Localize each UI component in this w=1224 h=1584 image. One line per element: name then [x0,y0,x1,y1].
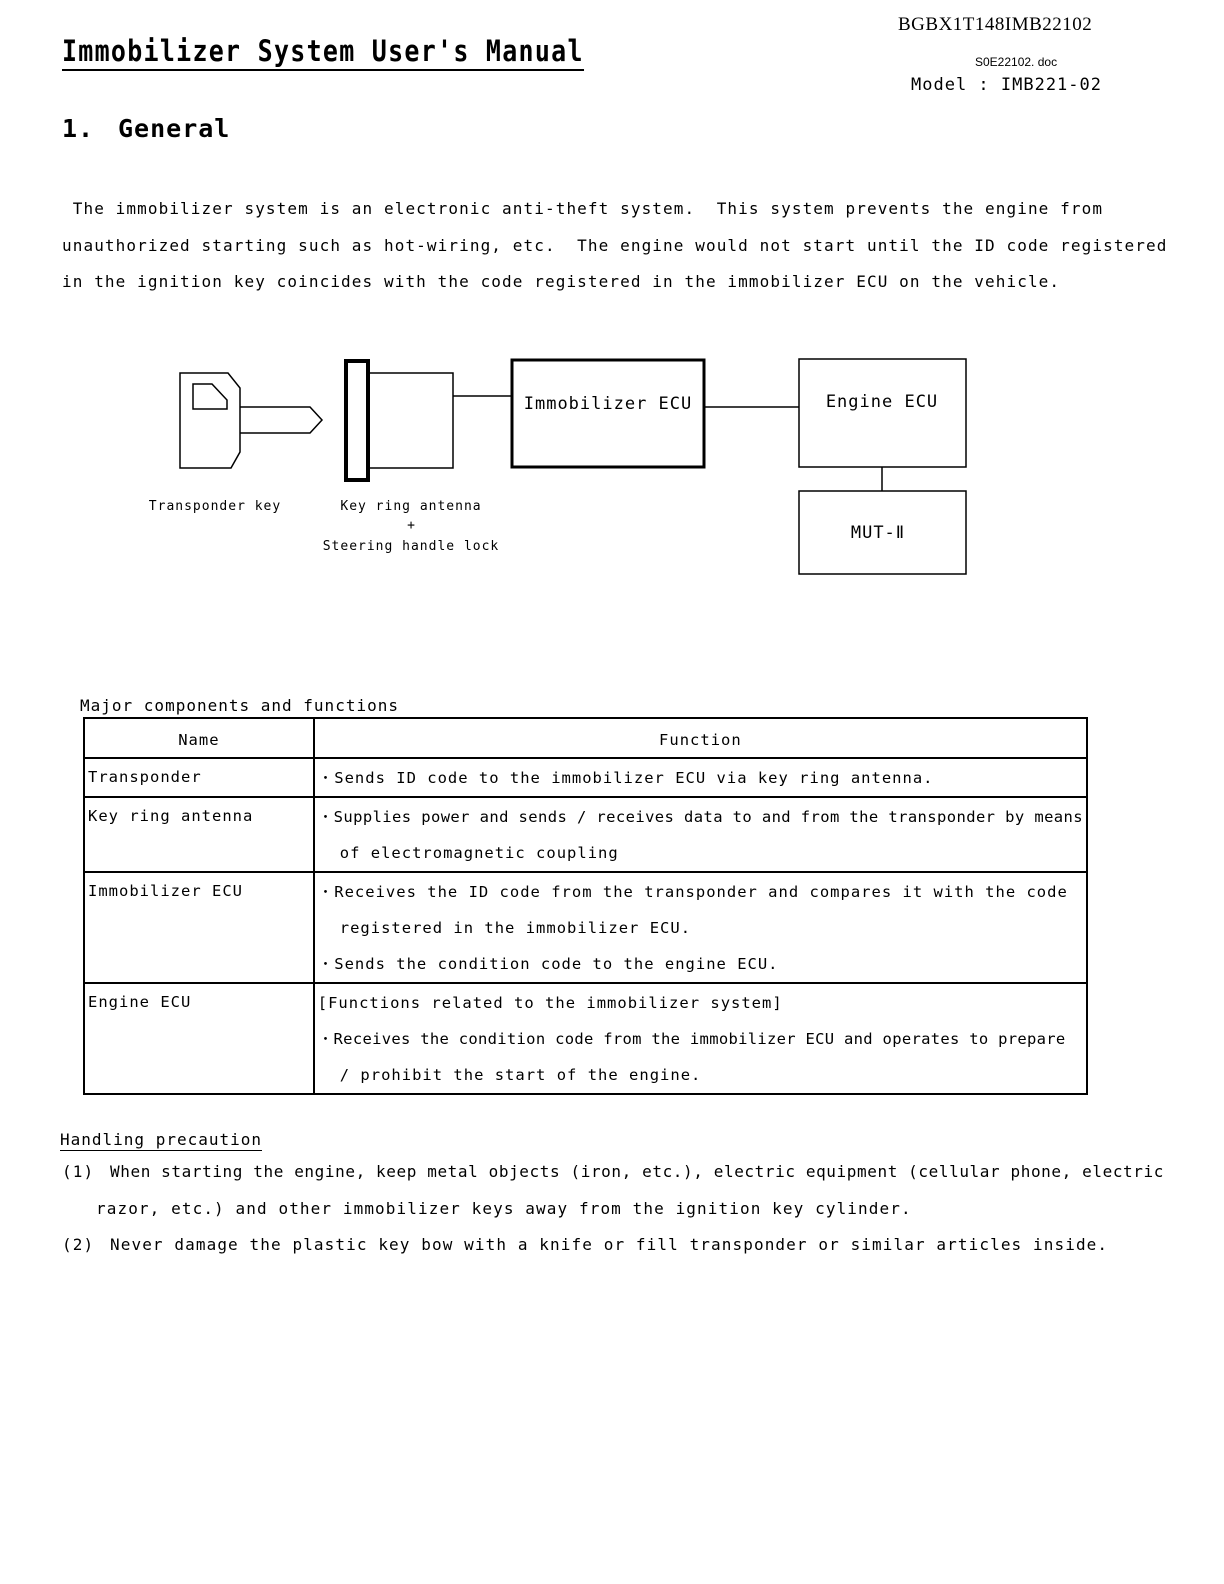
immobilizer-ecu-label: Immobilizer ECU [523,394,693,414]
transponder-key-icon [180,373,322,468]
row-name: Transponder [84,758,314,797]
intro-line-1: The immobilizer system is an electronic anti-theft system. This system prevents the engine from [62,199,1104,218]
handling-precaution-title: Handling precaution [60,1130,263,1149]
function-line: / prohibit the start of the engine. [339,1066,702,1084]
row-name: Immobilizer ECU [84,872,314,983]
function-line: ・Receives the condition code from the immobilizer ECU and operates to prepare [317,1030,1066,1048]
row-function [314,797,1087,872]
antenna-label: Key ring antenna [340,499,482,514]
engine-ecu-box [799,359,966,467]
intro-line-3: in the ignition key coincides with the code registered in the immobilizer ECU on the vehicle. [62,272,1061,291]
section-title: General [118,114,231,143]
table-header-row [84,718,1087,758]
page-title: Immobilizer System User's Manual [62,34,584,71]
function-line: registered in the immobilizer ECU. [339,919,692,937]
table-row [84,758,1087,797]
document-code: BGBX1T148IMB22102 [898,14,1093,35]
system-diagram [0,0,1224,600]
engine-ecu-label: Engine ECU [825,392,939,412]
table-row [84,797,1087,872]
function-line: ・Supplies power and sends / receives data to and from the transponder by means [317,808,1083,826]
row-function [314,758,1087,797]
precaution-text: When starting the engine, keep metal objects (iron, etc.), electric equipment (cellular phone, electric [110,1162,1164,1181]
function-line: ・Receives the ID code from the transponder and compares it with the code [317,883,1068,901]
antenna-plus-label: + [407,518,415,533]
precaution-number: (2) [62,1235,95,1254]
function-line: ・Sends the condition code to the engine ECU. [317,955,779,973]
precaution-text: Never damage the plastic key bow with a knife or fill transponder or similar articles inside. [110,1235,1109,1254]
model-number: Model : IMB221-02 [911,75,1102,95]
function-line: ・Sends ID code to the immobilizer ECU via key ring antenna. [317,769,934,787]
row-function [314,872,1087,983]
table-row [84,872,1087,983]
header-function: Function [314,718,1087,758]
precaution-item-1 [62,1162,1164,1181]
precaution-item-1-continued [96,1199,912,1218]
precaution-text: razor, etc.) and other immobilizer keys away from the ignition key cylinder. [96,1199,912,1218]
header-name: Name [84,718,314,758]
components-table [83,717,1088,1095]
function-line: [Functions related to the immobilizer system] [317,994,783,1012]
file-name: S0E22102. doc [975,55,1058,69]
row-name: Engine ECU [84,983,314,1094]
transponder-key-label: Transponder key [148,499,282,514]
table-caption: Major components and functions [80,696,399,715]
table-row [84,983,1087,1094]
function-line: of electromagnetic coupling [339,844,619,862]
precaution-item-2 [62,1235,1108,1254]
mut-label: MUT-Ⅱ [850,523,906,543]
precaution-number: (1) [62,1162,95,1181]
steering-lock-label: Steering handle lock [322,539,500,554]
key-ring-antenna-icon [346,361,453,480]
row-name: Key ring antenna [84,797,314,872]
intro-line-2: unauthorized starting such as hot-wiring, etc. The engine would not start until the ID code registered [62,235,1168,255]
section-number: 1. [62,114,95,143]
row-function [314,983,1087,1094]
